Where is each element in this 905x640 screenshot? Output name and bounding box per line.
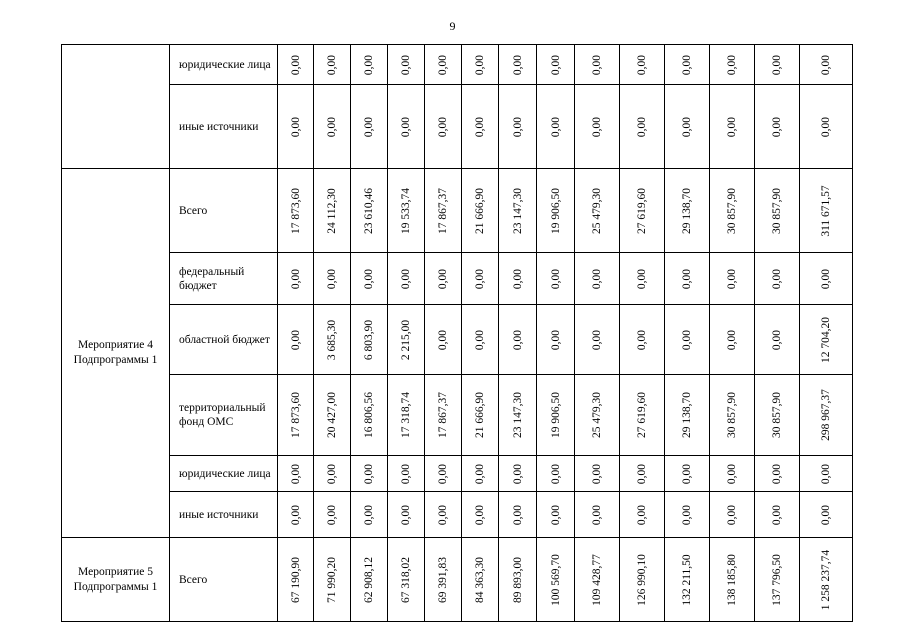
value-text: 0,00 — [326, 268, 338, 289]
value-text: 27 619,60 — [636, 392, 648, 438]
value-cell — [665, 456, 710, 492]
value-cell — [620, 456, 665, 492]
value-cell — [462, 456, 499, 492]
page-number: 9 — [449, 19, 456, 33]
value-cell — [575, 305, 620, 375]
value-text: 23 610,46 — [363, 187, 375, 234]
financing-table — [61, 44, 853, 622]
value-text: 71 990,20 — [326, 556, 338, 603]
value-text: 0,00 — [437, 329, 449, 350]
value-cell — [499, 538, 537, 622]
value-cell — [499, 45, 537, 85]
value-cell — [665, 375, 710, 456]
value-text: 0,00 — [636, 116, 648, 137]
value-text: 23 147,30 — [511, 187, 524, 234]
value-cell — [537, 305, 575, 375]
value-text: 25 479,30 — [591, 392, 603, 438]
table-row — [62, 375, 853, 456]
value-cell — [575, 538, 620, 622]
value-cell — [462, 375, 499, 456]
value-text: 12 704,20 — [820, 316, 832, 363]
value-cell — [537, 169, 575, 253]
value-cell — [620, 492, 665, 538]
value-text: 0,00 — [820, 54, 832, 75]
value-text: 17 867,37 — [437, 187, 449, 234]
value-cell — [665, 253, 710, 305]
value-cell — [800, 375, 853, 456]
value-text: 0,00 — [363, 116, 375, 137]
table-row — [62, 45, 853, 85]
value-text: 23 147,30 — [511, 392, 524, 438]
funding-source-cell: иные источники — [170, 85, 278, 169]
value-text: 0,00 — [437, 504, 449, 525]
value-text: 0,00 — [591, 329, 603, 350]
value-text: 69 391,83 — [437, 556, 449, 603]
value-cell — [710, 538, 755, 622]
value-text: 27 619,60 — [636, 187, 648, 234]
value-cell — [499, 456, 537, 492]
funding-source-cell: юридические лица — [170, 456, 278, 492]
value-cell — [314, 375, 351, 456]
value-text: 0,00 — [511, 504, 524, 525]
value-cell — [388, 85, 425, 169]
value-text: 0,00 — [289, 268, 302, 289]
value-cell — [388, 538, 425, 622]
value-text: 0,00 — [549, 463, 562, 484]
value-text: 0,00 — [549, 54, 562, 75]
value-text: 0,00 — [726, 504, 738, 525]
value-text: 0,00 — [437, 463, 449, 484]
value-text: 0,00 — [591, 504, 603, 525]
value-text: 0,00 — [591, 463, 603, 484]
value-cell — [537, 538, 575, 622]
value-cell — [537, 45, 575, 85]
value-text: 0,00 — [474, 329, 486, 350]
value-cell — [314, 492, 351, 538]
value-cell — [499, 169, 537, 253]
value-text: 138 185,80 — [726, 553, 738, 606]
value-cell — [755, 169, 800, 253]
value-text: 0,00 — [474, 268, 486, 289]
value-text: 0,00 — [771, 54, 783, 75]
value-text: 0,00 — [511, 116, 524, 137]
value-cell — [425, 45, 462, 85]
value-text: 1 258 237,74 — [820, 549, 832, 610]
value-cell — [314, 305, 351, 375]
value-cell — [278, 253, 314, 305]
value-text: 0,00 — [771, 116, 783, 137]
value-cell — [499, 492, 537, 538]
value-text: 21 666,90 — [474, 392, 486, 438]
value-text: 0,00 — [400, 463, 412, 484]
funding-source-cell: иные источники — [170, 492, 278, 538]
value-text: 0,00 — [726, 329, 738, 350]
value-cell — [462, 253, 499, 305]
table-row — [62, 456, 853, 492]
value-cell — [755, 253, 800, 305]
value-cell — [425, 375, 462, 456]
value-text: 20 427,00 — [326, 392, 338, 438]
measure-cell: Мероприятие 5 Подпрограммы 1 — [62, 538, 170, 622]
value-text: 0,00 — [549, 504, 562, 525]
value-cell — [710, 456, 755, 492]
value-cell — [800, 45, 853, 85]
value-cell — [710, 45, 755, 85]
value-cell — [462, 492, 499, 538]
value-text: 0,00 — [681, 268, 693, 289]
value-cell — [620, 253, 665, 305]
value-text: 0,00 — [511, 463, 524, 484]
value-cell — [665, 538, 710, 622]
value-cell — [755, 492, 800, 538]
value-cell — [800, 456, 853, 492]
value-text: 0,00 — [289, 54, 302, 75]
value-text: 0,00 — [591, 268, 603, 289]
value-cell — [755, 375, 800, 456]
value-cell — [351, 85, 388, 169]
value-cell — [710, 85, 755, 169]
value-text: 29 138,70 — [681, 392, 693, 438]
value-cell — [665, 85, 710, 169]
value-cell — [388, 253, 425, 305]
value-text: 30 857,90 — [726, 392, 738, 438]
value-text: 0,00 — [363, 463, 375, 484]
value-text: 0,00 — [636, 268, 648, 289]
value-cell — [388, 169, 425, 253]
value-cell — [665, 169, 710, 253]
value-cell — [278, 538, 314, 622]
value-cell — [499, 253, 537, 305]
value-cell — [800, 305, 853, 375]
value-cell — [314, 538, 351, 622]
value-cell — [665, 492, 710, 538]
value-cell — [755, 305, 800, 375]
value-text: 0,00 — [363, 54, 375, 75]
value-text: 0,00 — [549, 268, 562, 289]
value-text: 132 211,50 — [681, 553, 693, 606]
value-cell — [351, 538, 388, 622]
value-text: 17 873,60 — [289, 187, 302, 234]
value-cell — [499, 305, 537, 375]
value-text: 0,00 — [400, 504, 412, 525]
value-cell — [499, 85, 537, 169]
value-text: 0,00 — [549, 329, 562, 350]
value-cell — [425, 253, 462, 305]
value-text: 3 685,30 — [326, 319, 338, 360]
value-text: 0,00 — [400, 116, 412, 137]
value-text: 311 671,57 — [820, 184, 832, 237]
value-cell — [425, 492, 462, 538]
value-cell — [710, 305, 755, 375]
value-cell — [800, 253, 853, 305]
value-text: 0,00 — [400, 268, 412, 289]
value-cell — [755, 538, 800, 622]
value-text: 2 215,00 — [400, 319, 412, 360]
value-text: 0,00 — [511, 54, 524, 75]
value-text: 0,00 — [681, 116, 693, 137]
value-text: 0,00 — [636, 54, 648, 75]
table-row — [62, 169, 853, 253]
value-text: 0,00 — [681, 54, 693, 75]
value-cell — [620, 375, 665, 456]
measure-cell — [62, 45, 170, 169]
value-text: 0,00 — [771, 268, 783, 289]
value-cell — [425, 305, 462, 375]
value-text: 0,00 — [474, 463, 486, 484]
value-text: 19 906,50 — [549, 392, 562, 438]
value-cell — [388, 45, 425, 85]
value-text: 0,00 — [474, 54, 486, 75]
value-text: 62 908,12 — [363, 556, 375, 603]
value-text: 17 318,74 — [400, 392, 412, 438]
value-cell — [537, 492, 575, 538]
value-text: 0,00 — [474, 504, 486, 525]
value-text: 0,00 — [726, 54, 738, 75]
value-cell — [314, 456, 351, 492]
value-text: 30 857,90 — [726, 187, 738, 234]
table-row — [62, 538, 853, 622]
value-cell — [462, 85, 499, 169]
value-cell — [351, 456, 388, 492]
value-text: 0,00 — [326, 54, 338, 75]
table-row — [62, 253, 853, 305]
value-cell — [575, 492, 620, 538]
funding-source-cell: Всего — [170, 169, 278, 253]
value-cell — [314, 169, 351, 253]
value-cell — [314, 45, 351, 85]
value-cell — [499, 375, 537, 456]
value-text: 0,00 — [820, 463, 832, 484]
value-text: 0,00 — [636, 463, 648, 484]
value-cell — [665, 305, 710, 375]
value-cell — [462, 538, 499, 622]
value-cell — [278, 305, 314, 375]
value-text: 298 967,37 — [820, 389, 832, 441]
value-cell — [462, 169, 499, 253]
value-text: 6 803,90 — [363, 319, 375, 360]
value-text: 30 857,90 — [771, 392, 783, 438]
value-cell — [800, 169, 853, 253]
value-text: 0,00 — [289, 116, 302, 137]
value-text: 0,00 — [289, 329, 302, 350]
value-cell — [388, 456, 425, 492]
value-cell — [351, 375, 388, 456]
value-cell — [575, 375, 620, 456]
value-text: 0,00 — [437, 116, 449, 137]
value-text: 0,00 — [636, 329, 648, 350]
value-text: 0,00 — [549, 116, 562, 137]
value-text: 126 990,10 — [636, 553, 648, 606]
value-text: 67 190,90 — [289, 556, 302, 603]
value-text: 0,00 — [726, 463, 738, 484]
value-cell — [710, 375, 755, 456]
value-text: 0,00 — [326, 463, 338, 484]
value-cell — [388, 305, 425, 375]
value-cell — [620, 538, 665, 622]
value-cell — [537, 375, 575, 456]
value-text: 0,00 — [326, 504, 338, 525]
value-cell — [388, 375, 425, 456]
value-text: 0,00 — [289, 504, 302, 525]
value-cell — [575, 169, 620, 253]
value-text: 137 796,50 — [771, 553, 783, 606]
funding-source-cell: Всего — [170, 538, 278, 622]
value-text: 0,00 — [820, 504, 832, 525]
value-cell — [462, 305, 499, 375]
value-text: 89 893,00 — [511, 556, 524, 603]
value-text: 0,00 — [771, 329, 783, 350]
funding-source-cell: областной бюджет — [170, 305, 278, 375]
value-cell — [351, 45, 388, 85]
table-row — [62, 85, 853, 169]
value-text: 0,00 — [591, 54, 603, 75]
table-row — [62, 305, 853, 375]
value-text: 25 479,30 — [591, 187, 603, 234]
value-cell — [425, 538, 462, 622]
value-cell — [710, 492, 755, 538]
value-text: 0,00 — [726, 116, 738, 137]
value-cell — [710, 253, 755, 305]
value-text: 0,00 — [511, 268, 524, 289]
value-text: 84 363,30 — [474, 556, 486, 603]
value-text: 0,00 — [771, 504, 783, 525]
value-cell — [278, 492, 314, 538]
value-cell — [665, 45, 710, 85]
value-text: 30 857,90 — [771, 187, 783, 234]
value-cell — [755, 85, 800, 169]
value-cell — [755, 45, 800, 85]
measure-cell: Мероприятие 4 Подпрограммы 1 — [62, 169, 170, 538]
value-text: 67 318,02 — [400, 556, 412, 603]
value-text: 0,00 — [636, 504, 648, 525]
value-cell — [537, 85, 575, 169]
value-cell — [800, 85, 853, 169]
value-text: 0,00 — [363, 268, 375, 289]
value-cell — [314, 85, 351, 169]
value-cell — [278, 375, 314, 456]
value-cell — [755, 456, 800, 492]
value-text: 0,00 — [474, 116, 486, 137]
value-cell — [575, 45, 620, 85]
value-cell — [278, 45, 314, 85]
value-cell — [710, 169, 755, 253]
value-text: 29 138,70 — [681, 187, 693, 234]
value-text: 0,00 — [437, 268, 449, 289]
value-text: 19 906,50 — [549, 187, 562, 234]
value-cell — [800, 538, 853, 622]
funding-source-cell: территориальный фонд ОМС — [170, 375, 278, 456]
value-cell — [620, 45, 665, 85]
value-text: 0,00 — [591, 116, 603, 137]
value-cell — [351, 305, 388, 375]
value-text: 0,00 — [681, 504, 693, 525]
value-cell — [800, 492, 853, 538]
value-text: 0,00 — [363, 504, 375, 525]
value-cell — [425, 456, 462, 492]
value-text: 0,00 — [820, 268, 832, 289]
value-text: 0,00 — [726, 268, 738, 289]
value-cell — [537, 456, 575, 492]
value-text: 0,00 — [771, 463, 783, 484]
value-cell — [575, 253, 620, 305]
value-text: 17 873,60 — [289, 392, 302, 438]
value-cell — [278, 456, 314, 492]
value-cell — [278, 85, 314, 169]
value-text: 0,00 — [681, 329, 693, 350]
value-text: 0,00 — [326, 116, 338, 137]
value-cell — [278, 169, 314, 253]
value-cell — [351, 492, 388, 538]
value-text: 100 569,70 — [549, 553, 562, 606]
value-cell — [620, 305, 665, 375]
value-text: 21 666,90 — [474, 187, 486, 234]
value-cell — [351, 169, 388, 253]
value-text: 0,00 — [289, 463, 302, 484]
value-cell — [462, 45, 499, 85]
value-text: 0,00 — [820, 116, 832, 137]
value-cell — [425, 169, 462, 253]
value-text: 17 867,37 — [437, 392, 449, 438]
value-cell — [425, 85, 462, 169]
funding-source-cell: юридические лица — [170, 45, 278, 85]
value-text: 16 806,56 — [363, 392, 375, 438]
value-text: 0,00 — [400, 54, 412, 75]
value-cell — [388, 492, 425, 538]
value-text: 0,00 — [511, 329, 524, 350]
table-row — [62, 492, 853, 538]
value-text: 0,00 — [437, 54, 449, 75]
value-cell — [537, 253, 575, 305]
value-text: 24 112,30 — [326, 187, 338, 234]
value-cell — [351, 253, 388, 305]
funding-source-cell: федеральный бюджет — [170, 253, 278, 305]
value-text: 109 428,77 — [591, 553, 603, 606]
value-cell — [314, 253, 351, 305]
value-cell — [620, 85, 665, 169]
value-cell — [575, 456, 620, 492]
value-text: 19 533,74 — [400, 187, 412, 234]
value-cell — [620, 169, 665, 253]
value-cell — [575, 85, 620, 169]
value-text: 0,00 — [681, 463, 693, 484]
